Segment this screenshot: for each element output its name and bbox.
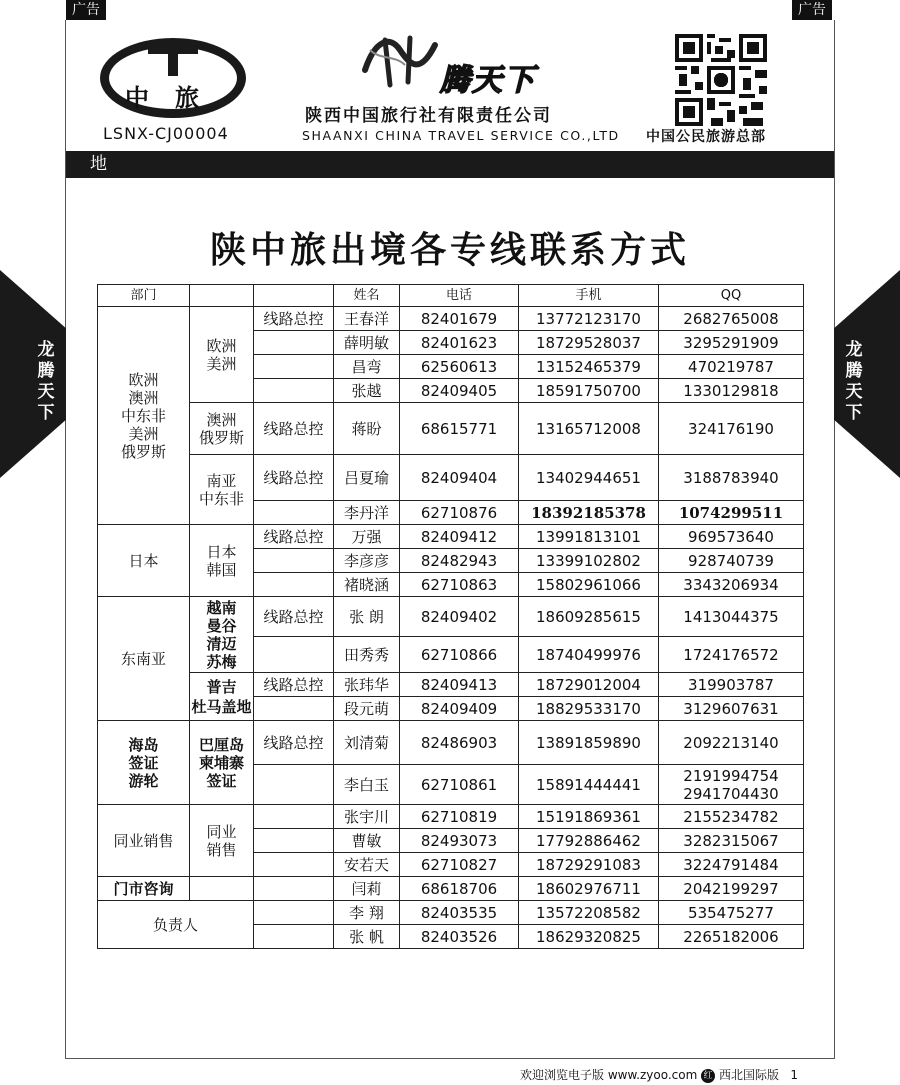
qq-cell: 3224791484 bbox=[659, 853, 804, 877]
sub-dept-cell: 普吉 杜马盖地 bbox=[190, 673, 254, 721]
name-cell: 万强 bbox=[334, 525, 400, 549]
dept-cell: 同业销售 bbox=[98, 805, 190, 877]
mobile-cell: 18740499976 bbox=[519, 637, 659, 673]
qq-cell: 535475277 bbox=[659, 901, 804, 925]
qq-cell: 2042199297 bbox=[659, 877, 804, 901]
role-cell bbox=[254, 501, 334, 525]
qq-cell: 324176190 bbox=[659, 403, 804, 455]
company-name-cn: 陕西中国旅行社有限责任公司 bbox=[305, 106, 552, 126]
mobile-cell: 18591750700 bbox=[519, 379, 659, 403]
phone-cell: 82401679 bbox=[400, 307, 519, 331]
qq-cell: 969573640 bbox=[659, 525, 804, 549]
dept-cell: 海岛 签证 游轮 bbox=[98, 721, 190, 805]
dept-cell: 欧洲 澳洲 中东非 美洲 俄罗斯 bbox=[98, 307, 190, 525]
phone-cell: 62710827 bbox=[400, 853, 519, 877]
qq-cell: 3129607631 bbox=[659, 697, 804, 721]
qq-cell: 3295291909 bbox=[659, 331, 804, 355]
name-cell: 薛明敏 bbox=[334, 331, 400, 355]
red-badge-icon: 红 bbox=[701, 1069, 715, 1083]
name-cell: 闫莉 bbox=[334, 877, 400, 901]
footer-edition: 西北国际版 bbox=[718, 1068, 779, 1082]
name-cell: 张宇川 bbox=[334, 805, 400, 829]
qq-cell: 3343206934 bbox=[659, 573, 804, 597]
company-name-en: SHAANXI CHINA TRAVEL SERVICE CO.,LTD bbox=[302, 128, 620, 143]
sub-dept-cell: 同业 销售 bbox=[190, 805, 254, 877]
header-role bbox=[254, 285, 334, 307]
name-cell: 王春洋 bbox=[334, 307, 400, 331]
address-label: 地址: bbox=[90, 154, 165, 201]
qq-cell: 319903787 bbox=[659, 673, 804, 697]
qq-cell: 3188783940 bbox=[659, 455, 804, 501]
phone-cell: 82409405 bbox=[400, 379, 519, 403]
mobile-cell: 18629320825 bbox=[519, 925, 659, 949]
qq-cell: 1074299511 bbox=[659, 501, 804, 525]
qq-cell: 2265182006 bbox=[659, 925, 804, 949]
mobile-cell: 18609285615 bbox=[519, 597, 659, 637]
table-row bbox=[98, 805, 804, 829]
address-text: 陕西省西安市东关正街70号招商局广场6层B座 bbox=[171, 181, 522, 201]
role-cell: 线路总控 bbox=[254, 455, 334, 501]
footer bbox=[520, 1066, 798, 1083]
sub-dept-cell: 澳洲 俄罗斯 bbox=[190, 403, 254, 455]
phone-cell: 82403535 bbox=[400, 901, 519, 925]
page-number: 1 bbox=[790, 1068, 799, 1082]
footer-text: 欢迎浏览电子版 www.zyoo.com bbox=[520, 1068, 698, 1082]
dragon-calligraphy-icon bbox=[360, 30, 440, 90]
mobile-cell: 18602976711 bbox=[519, 877, 659, 901]
name-cell: 张 帆 bbox=[334, 925, 400, 949]
header-sub bbox=[190, 285, 254, 307]
role-cell bbox=[254, 901, 334, 925]
phone-cell: 68618706 bbox=[400, 877, 519, 901]
dept-cell: 东南亚 bbox=[98, 597, 190, 721]
address-bar bbox=[66, 151, 834, 201]
name-cell: 张玮华 bbox=[334, 673, 400, 697]
qq-cell: 2191994754 2941704430 bbox=[659, 765, 804, 805]
qq-cell: 3282315067 bbox=[659, 829, 804, 853]
table-row bbox=[98, 307, 804, 331]
sub-dept-cell: 巴厘岛 柬埔寨 签证 bbox=[190, 721, 254, 805]
role-cell bbox=[254, 379, 334, 403]
contacts-table bbox=[97, 284, 804, 949]
side-slogan-left: 龙 腾 天 下 bbox=[37, 340, 55, 423]
mobile-cell: 13402944651 bbox=[519, 455, 659, 501]
phone-cell: 62710866 bbox=[400, 637, 519, 673]
name-cell: 蒋盼 bbox=[334, 403, 400, 455]
phone-cell: 82409413 bbox=[400, 673, 519, 697]
role-cell bbox=[254, 853, 334, 877]
mobile-cell: 17792886462 bbox=[519, 829, 659, 853]
mobile-cell: 13991813101 bbox=[519, 525, 659, 549]
name-cell: 张 朗 bbox=[334, 597, 400, 637]
phone-cell: 82403526 bbox=[400, 925, 519, 949]
role-cell bbox=[254, 549, 334, 573]
header-mobile: 手机 bbox=[519, 285, 659, 307]
name-cell: 刘清菊 bbox=[334, 721, 400, 765]
qq-cell: 1413044375 bbox=[659, 597, 804, 637]
name-cell: 安若天 bbox=[334, 853, 400, 877]
role-cell bbox=[254, 925, 334, 949]
name-cell: 张越 bbox=[334, 379, 400, 403]
name-cell: 曹敏 bbox=[334, 829, 400, 853]
mobile-cell: 13152465379 bbox=[519, 355, 659, 379]
qq-cell: 470219787 bbox=[659, 355, 804, 379]
ad-label-left: 广告 bbox=[66, 0, 106, 20]
table-row bbox=[98, 597, 804, 637]
role-cell bbox=[254, 697, 334, 721]
mobile-cell: 18829533170 bbox=[519, 697, 659, 721]
phone-cell: 62710861 bbox=[400, 765, 519, 805]
phone-cell: 62560613 bbox=[400, 355, 519, 379]
phone-cell: 82493073 bbox=[400, 829, 519, 853]
phone-cell: 82409412 bbox=[400, 525, 519, 549]
name-cell: 李 翔 bbox=[334, 901, 400, 925]
phone-cell: 82409402 bbox=[400, 597, 519, 637]
role-cell bbox=[254, 637, 334, 673]
name-cell: 昌弯 bbox=[334, 355, 400, 379]
mobile-cell: 13572208582 bbox=[519, 901, 659, 925]
phone-cell: 62710819 bbox=[400, 805, 519, 829]
table-row bbox=[98, 525, 804, 549]
name-cell: 吕夏瑜 bbox=[334, 455, 400, 501]
role-cell bbox=[254, 877, 334, 901]
license-number: LSNX-CJ00004 bbox=[103, 124, 229, 143]
phone-cell: 62710876 bbox=[400, 501, 519, 525]
name-cell: 段元萌 bbox=[334, 697, 400, 721]
header-name: 姓名 bbox=[334, 285, 400, 307]
sub-dept-cell: 越南 曼谷 清迈 苏梅 bbox=[190, 597, 254, 673]
role-cell bbox=[254, 355, 334, 379]
qq-cell: 2682765008 bbox=[659, 307, 804, 331]
role-cell: 线路总控 bbox=[254, 525, 334, 549]
name-cell: 田秀秀 bbox=[334, 637, 400, 673]
header-qq: QQ bbox=[659, 285, 804, 307]
role-cell: 线路总控 bbox=[254, 721, 334, 765]
name-cell: 褚晓涵 bbox=[334, 573, 400, 597]
qq-cell: 2155234782 bbox=[659, 805, 804, 829]
sub-dept-cell bbox=[190, 877, 254, 901]
table-header-row bbox=[98, 285, 804, 307]
qq-cell: 1724176572 bbox=[659, 637, 804, 673]
role-cell bbox=[254, 829, 334, 853]
sub-dept-cell: 日本 韩国 bbox=[190, 525, 254, 597]
name-cell: 李白玉 bbox=[334, 765, 400, 805]
sub-dept-cell: 南亚 中东非 bbox=[190, 455, 254, 525]
role-cell: 线路总控 bbox=[254, 673, 334, 697]
name-cell: 李彦彦 bbox=[334, 549, 400, 573]
mobile-cell: 18729291083 bbox=[519, 853, 659, 877]
role-cell bbox=[254, 573, 334, 597]
logo-text: 中旅 bbox=[125, 83, 225, 112]
mobile-cell: 15891444441 bbox=[519, 765, 659, 805]
phone-cell: 82409409 bbox=[400, 697, 519, 721]
table-row bbox=[98, 403, 804, 455]
role-cell: 线路总控 bbox=[254, 307, 334, 331]
table-row bbox=[98, 673, 804, 697]
table-row bbox=[98, 721, 804, 765]
name-cell: 李丹洋 bbox=[334, 501, 400, 525]
logo-t-mark bbox=[148, 44, 198, 74]
phone-cell: 62710863 bbox=[400, 573, 519, 597]
mobile-cell: 18729012004 bbox=[519, 673, 659, 697]
slogan: 腾天下 bbox=[440, 63, 536, 98]
mobile-cell: 13891859890 bbox=[519, 721, 659, 765]
mobile-cell: 15191869361 bbox=[519, 805, 659, 829]
side-slogan-right: 龙 腾 天 下 bbox=[845, 340, 863, 423]
table-row bbox=[98, 901, 804, 925]
qq-cell: 2092213140 bbox=[659, 721, 804, 765]
phone-cell: 82482943 bbox=[400, 549, 519, 573]
mobile-cell: 15802961066 bbox=[519, 573, 659, 597]
mobile-cell: 18729528037 bbox=[519, 331, 659, 355]
table-row bbox=[98, 455, 804, 501]
mobile-cell: 13399102802 bbox=[519, 549, 659, 573]
mobile-cell: 13772123170 bbox=[519, 307, 659, 331]
dept-cell: 负责人 bbox=[98, 901, 254, 949]
role-cell: 线路总控 bbox=[254, 403, 334, 455]
phone-cell: 68615771 bbox=[400, 403, 519, 455]
dept-cell: 门市咨询 bbox=[98, 877, 190, 901]
role-cell bbox=[254, 805, 334, 829]
table-row bbox=[98, 877, 804, 901]
mobile-cell: 18392185378 bbox=[519, 501, 659, 525]
sub-dept-cell: 欧洲 美洲 bbox=[190, 307, 254, 403]
mobile-cell: 13165712008 bbox=[519, 403, 659, 455]
phone-cell: 82409404 bbox=[400, 455, 519, 501]
dept-cell: 日本 bbox=[98, 525, 190, 597]
role-cell bbox=[254, 331, 334, 355]
qq-cell: 1330129818 bbox=[659, 379, 804, 403]
role-cell: 线路总控 bbox=[254, 597, 334, 637]
phone-cell: 82401623 bbox=[400, 331, 519, 355]
header-phone: 电话 bbox=[400, 285, 519, 307]
page-title: 陕中旅出境各专线联系方式 bbox=[209, 230, 690, 271]
qr-caption: 中国公民旅游总部 bbox=[646, 129, 766, 145]
ad-label-right: 广告 bbox=[792, 0, 832, 20]
role-cell bbox=[254, 765, 334, 805]
qq-cell: 928740739 bbox=[659, 549, 804, 573]
phone-cell: 82486903 bbox=[400, 721, 519, 765]
header-dept: 部门 bbox=[98, 285, 190, 307]
qr-code-icon[interactable] bbox=[675, 34, 767, 126]
